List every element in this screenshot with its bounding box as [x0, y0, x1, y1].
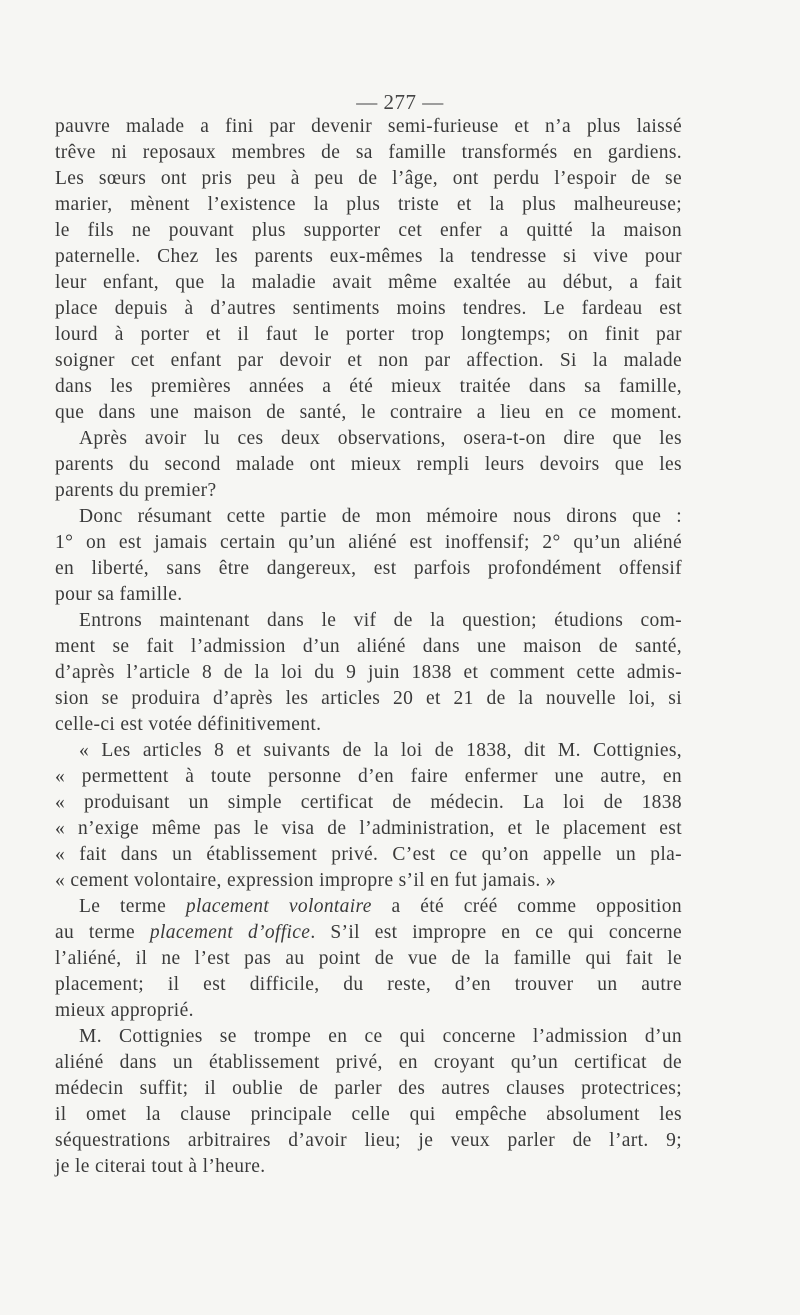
text-line: le fils ne pouvant plus supporter cet enfer a quitté la maison: [55, 220, 682, 241]
text-line: placement; il est difficile, du reste, d’en trouver un autre: [55, 974, 682, 995]
quote-line: « n’exige même pas le visa de l’administration, et le placement est: [55, 818, 682, 839]
text-line: Entrons maintenant dans le vif de la question; étudions com-: [79, 610, 682, 631]
text-line: ment se fait l’admission d’un aliéné dans une maison de santé,: [55, 636, 682, 657]
quote-line: « Les articles 8 et suivants de la loi de 1838, dit M. Cottignies,: [79, 740, 682, 761]
quote-line: « cement volontaire, expression impropre s’il en fut jamais. »: [55, 870, 556, 891]
text-segment: a été créé comme opposition: [371, 896, 682, 917]
text-line: Après avoir lu ces deux observations, osera-t-on dire que les: [79, 428, 682, 449]
quote-line: « produisant un simple certificat de médecin. La loi de 1838: [55, 792, 682, 813]
text-segment: . S’il est impropre en ce qui concerne: [310, 922, 682, 943]
text-line: en liberté, sans être dangereux, est parfois profondément offensif: [55, 558, 682, 579]
text-line: [79, 894, 682, 920]
text-line: je le citerai tout à l’heure.: [55, 1156, 266, 1177]
text-segment: Le terme: [79, 896, 186, 917]
text-line: séquestrations arbitraires d’avoir lieu; je veux parler de l’art. 9;: [55, 1130, 682, 1151]
text-segment: au terme: [55, 922, 150, 943]
text-line: l’aliéné, il ne l’est pas au point de vue de la famille qui fait le: [55, 948, 682, 969]
text-line: que dans une maison de santé, le contraire a lieu en ce moment.: [55, 402, 682, 423]
text-line: Donc résumant cette partie de mon mémoire nous dirons que :: [79, 506, 682, 527]
text-line: trêve ni reposaux membres de sa famille transformés en gardiens.: [55, 142, 682, 163]
text-line: médecin suffit; il oublie de parler des autres clauses protectrices;: [55, 1078, 682, 1099]
text-line: place depuis à d’autres sentiments moins tendres. Le fardeau est: [55, 298, 682, 319]
text-line: il omet la clause principale celle qui empêche absolument les: [55, 1104, 682, 1125]
page-number: — 277 —: [356, 90, 444, 114]
text-line: aliéné dans un établissement privé, en croyant qu’un certificat de: [55, 1052, 682, 1073]
italic-term: placement volontaire: [185, 896, 372, 917]
text-line: 1° on est jamais certain qu’un aliéné est inoffensif; 2° qu’un aliéné: [55, 532, 682, 553]
text-line: d’après l’article 8 de la loi du 9 juin 1838 et comment cette admis-: [55, 662, 682, 683]
text-line: sion se produira d’après les articles 20 et 21 de la nouvelle loi, si: [55, 688, 682, 709]
text-line: pour sa famille.: [55, 584, 183, 605]
text-line: M. Cottignies se trompe en ce qui concerne l’admission d’un: [79, 1026, 682, 1047]
text-line: mieux approprié.: [55, 1000, 194, 1021]
quote-line: « fait dans un établissement privé. C’est ce qu’on appelle un pla-: [55, 844, 682, 865]
text-line: marier, mènent l’existence la plus triste et la plus malheureuse;: [55, 194, 682, 215]
italic-term: placement d’office: [149, 922, 311, 943]
text-line: pauvre malade a fini par devenir semi-furieuse et n’a plus laissé: [55, 116, 682, 137]
text-line: dans les premières années a été mieux traitée dans sa famille,: [55, 376, 682, 397]
text-line: celle-ci est votée définitivement.: [55, 714, 322, 735]
text-line: leur enfant, que la maladie avait même exaltée au début, a fait: [55, 272, 682, 293]
text-line: [55, 920, 682, 946]
text-line: paternelle. Chez les parents eux-mêmes la tendresse si vive pour: [55, 246, 682, 267]
text-line: soigner cet enfant par devoir et non par affection. Si la malade: [55, 350, 682, 371]
text-line: parents du second malade ont mieux rempli leurs devoirs que les: [55, 454, 682, 475]
text-line: parents du premier?: [55, 480, 217, 501]
quote-line: « permettent à toute personne d’en faire enfermer une autre, en: [55, 766, 682, 787]
text-line: Les sœurs ont pris peu à peu de l’âge, ont perdu l’espoir de se: [55, 168, 682, 189]
text-line: lourd à porter et il faut le porter trop longtemps; on finit par: [55, 324, 682, 345]
